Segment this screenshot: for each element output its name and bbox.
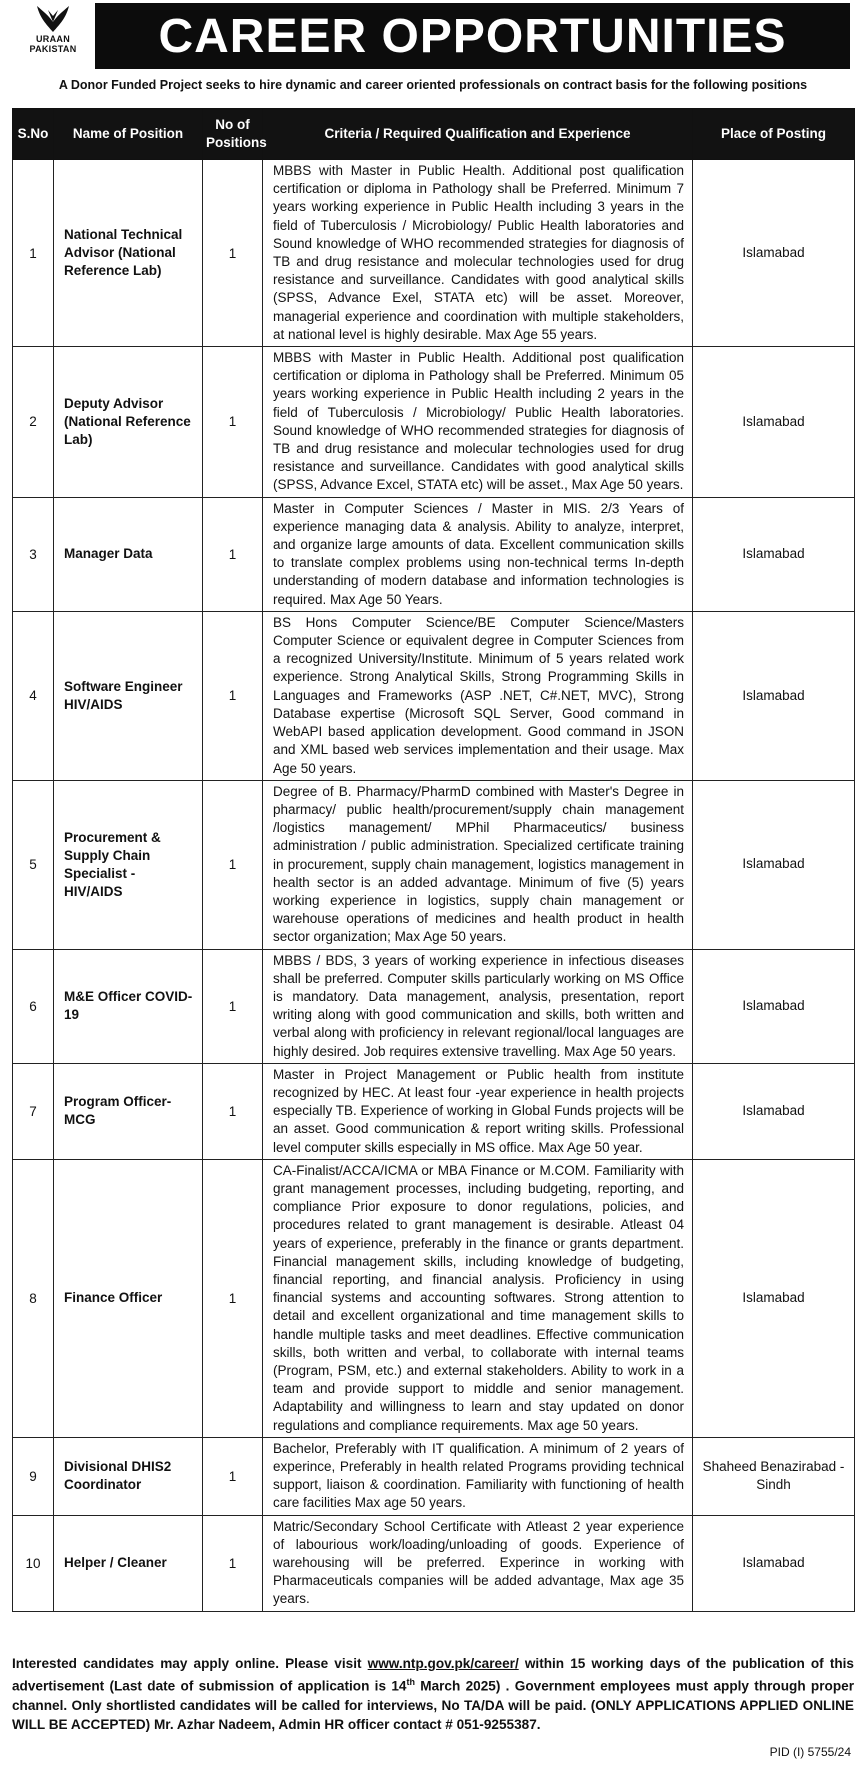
cell-place: Islamabad — [693, 347, 855, 498]
cell-position: Procurement & Supply Chain Specialist - HIV/AIDS — [54, 780, 203, 949]
cell-criteria: Matric/Secondary School Certificate with Atleast 2 year experience of labourious work/loading/unloading of goods. Experience of warehousing will be preferred. Experince in working with Pharmaceuticals companies will be added advantage, Max age 35 years. — [263, 1515, 693, 1611]
table-row — [13, 347, 855, 498]
table-row — [13, 1159, 855, 1437]
career-link[interactable]: www.ntp.gov.pk/career/ — [367, 1656, 519, 1671]
footer-sup: th — [406, 1677, 415, 1687]
cell-criteria: Master in Computer Sciences / Master in MIS. 2/3 Years of experience managing data & analysis. Ability to analyze, interpret, and organize large amounts of data. Excellent communication skills to translate complex problems using non-technical terms In-depth understanding of modern database and information technologies is required. Max Age 50 Years. — [263, 497, 693, 611]
cell-count: 1 — [203, 160, 263, 347]
header-count: No of Positions — [203, 109, 263, 160]
cell-count: 1 — [203, 949, 263, 1063]
table-header-row — [13, 109, 855, 160]
cell-place: Islamabad — [693, 780, 855, 949]
cell-criteria: MBBS with Master in Public Health. Additional post qualification certification or diploma in Pathology shall be Preferred. Minimum 05 years working experience in Public Health including 2 years in the field of Tuberculosis / Microbiology/ Public Health laboratories. Sound knowledge of WHO recommended strategies for diagnosis of TB and drug resistance and molecular technologies used for drug resistance and surveillance. Candidates with good analytical skills (SPSS, Advance Excel, STATA etc) will be asset., Max Age 50 years. — [263, 347, 693, 498]
header-name: Name of Position — [54, 109, 203, 160]
cell-position: Helper / Cleaner — [54, 1515, 203, 1611]
cell-count: 1 — [203, 497, 263, 611]
cell-count: 1 — [203, 1515, 263, 1611]
cell-sno: 6 — [13, 949, 54, 1063]
table-row — [13, 1515, 855, 1611]
table-row — [13, 160, 855, 347]
uraan-pakistan-logo — [14, 4, 92, 70]
cell-criteria: BS Hons Computer Science/BE Computer Science/Masters Computer Science or equivalent degree in Computer Sciences from a recognized University/Institute. Minimum of 5 years related work experience. Strong Analytical Skills, Strong Programming Skills in Languages and Frameworks (ASP .NET, C#.NET, MVC), Strong Database expertise (Microsoft SQL Server, Good command in WebAPI based application development. Good command in JSON and XML based web services implementation and their usage. Max Age 50 years. — [263, 611, 693, 780]
cell-sno: 7 — [13, 1063, 54, 1159]
pid-number: PID (I) 5755/24 — [769, 1745, 851, 1759]
cell-criteria: Degree of B. Pharmacy/PharmD combined with Master's Degree in pharmacy/ public health/procurement/supply chain management /logistics management/ MPhil Pharmaceutics/ business administration / public administration. Specialized certificate training in procurement, supply chain management, logistics management in health sector is an added advantage. Minimum of five (5) years working experience in logistics, supply chain management or warehouse operations of medicines and health product in health sector organization; Max Age 50 years. — [263, 780, 693, 949]
header-sno: S.No — [13, 109, 54, 160]
cell-position: National Technical Advisor (National Reference Lab) — [54, 160, 203, 347]
cell-sno: 5 — [13, 780, 54, 949]
cell-count: 1 — [203, 780, 263, 949]
cell-criteria: MBBS / BDS, 3 years of working experience in infectious diseases shall be preferred. Computer skills particularly working on MS Office is mandatory. Data management, analysis, presentation, report writing along with good communication and skills, both written and verbal along with proficiency in relevant regional/local languages are highly desired. Job requires extensive travelling. Max Age 50 years. — [263, 949, 693, 1063]
cell-position: Software Engineer HIV/AIDS — [54, 611, 203, 780]
cell-count: 1 — [203, 1159, 263, 1437]
table-row — [13, 1437, 855, 1515]
page-title: CAREER OPPORTUNITIES — [95, 3, 850, 69]
cell-sno: 4 — [13, 611, 54, 780]
table-row — [13, 949, 855, 1063]
cell-sno: 9 — [13, 1437, 54, 1515]
application-instructions — [12, 1654, 854, 1734]
cell-position: M&E Officer COVID-19 — [54, 949, 203, 1063]
header-place: Place of Posting — [693, 109, 855, 160]
cell-place: Islamabad — [693, 949, 855, 1063]
table-row — [13, 780, 855, 949]
cell-place: Islamabad — [693, 497, 855, 611]
cell-position: Program Officer-MCG — [54, 1063, 203, 1159]
cell-criteria: Bachelor, Preferably with IT qualification. A minimum of 2 years of experince, Preferably in health related Programs providing technical support, liaison & coordination. Familiarity with functioning of health care facilities Max age 50 years. — [263, 1437, 693, 1515]
intro-text: A Donor Funded Project seeks to hire dynamic and career oriented professionals on contract basis for the following positions — [58, 78, 808, 92]
cell-sno: 1 — [13, 160, 54, 347]
footer-text-2: within 15 working days of the publication of this advertisement (Last date of submission of application is 14 — [12, 1656, 854, 1694]
cell-place: Islamabad — [693, 1159, 855, 1437]
cell-place: Islamabad — [693, 1515, 855, 1611]
table-row — [13, 1063, 855, 1159]
logo-line2: PAKISTAN — [29, 44, 77, 54]
cell-count: 1 — [203, 611, 263, 780]
cell-count: 1 — [203, 347, 263, 498]
cell-sno: 10 — [13, 1515, 54, 1611]
cell-sno: 2 — [13, 347, 54, 498]
footer-text-1: Interested candidates may apply online. Please visit — [12, 1656, 368, 1671]
cell-sno: 8 — [13, 1159, 54, 1437]
cell-count: 1 — [203, 1063, 263, 1159]
cell-place: Shaheed Benazirabad - Sindh — [693, 1437, 855, 1515]
bird-icon — [36, 4, 70, 34]
header — [0, 0, 865, 72]
cell-criteria: MBBS with Master in Public Health. Additional post qualification certification or diploma in Pathology shall be Preferred. Minimum 7 years working experience in Public Health including 3 years in the field of Tuberculosis / Microbiology/ Public Health laboratories and Sound knowledge of WHO recommended strategies for diagnosis of TB and drug resistance and molecular technologies used for drug resistance and surveillance. Candidates with good analytical skills (SPSS, Advance Exel, STATA etc) will be asset. Moreover, managerial experience and coordination with multiple stakeholders, at national level is highly desirable. Max Age 55 years. — [263, 160, 693, 347]
cell-criteria: Master in Project Management or Public health from institute recognized by HEC. At least four -year experience in health projects especially TB. Experience of working in Global Funds projects will be an asset. Good communication & report writing skills. Professional level computer skills especially in MS office. Max Age 50 year. — [263, 1063, 693, 1159]
cell-sno: 3 — [13, 497, 54, 611]
footer-text-3: March 2025) . Government employees must apply through proper channel. Only shortlisted candidates will be called for interviews, No TA/DA will be paid. (ONLY APPLICATIONS APPLIED ONLINE WILL BE ACCEPTED) Mr. Azhar Nadeem, Admin HR officer contact # 051-9255387. — [12, 1678, 854, 1732]
cell-position: Deputy Advisor (National Reference Lab) — [54, 347, 203, 498]
cell-position: Finance Officer — [54, 1159, 203, 1437]
cell-place: Islamabad — [693, 1063, 855, 1159]
cell-place: Islamabad — [693, 160, 855, 347]
cell-count: 1 — [203, 1437, 263, 1515]
positions-table — [12, 108, 855, 1612]
logo-line1: URAAN — [36, 34, 70, 44]
table-row — [13, 497, 855, 611]
header-criteria: Criteria / Required Qualification and Experience — [263, 109, 693, 160]
cell-position: Manager Data — [54, 497, 203, 611]
cell-criteria: CA-Finalist/ACCA/ICMA or MBA Finance or M.COM. Familiarity with grant management processes, including budgeting, reporting, and compliance Prior exposure to donor regulations, policies, and procedures related to grant management is desirable. Atleast 04 years of experience, preferably in the finance or grants department. Financial management skills, including knowledge of budgeting, financial reporting, and financial analysis. Proficiency in using financial systems and accounting softwares. Strong attention to detail and excellent organizational and time management skills to handle multiple tasks and meet deadlines. Effective communication skills, both written and verbal, to collaborate with internal teams (Program, PSM, etc.) and external stakeholders. Ability to work in a team and provide support to middle and senior management. Adaptability and willingness to learn and stay updated on donor regulations and compliance requirements. Max age 50 years. — [263, 1159, 693, 1437]
cell-position: Divisional DHIS2 Coordinator — [54, 1437, 203, 1515]
cell-place: Islamabad — [693, 611, 855, 780]
table-row — [13, 611, 855, 780]
